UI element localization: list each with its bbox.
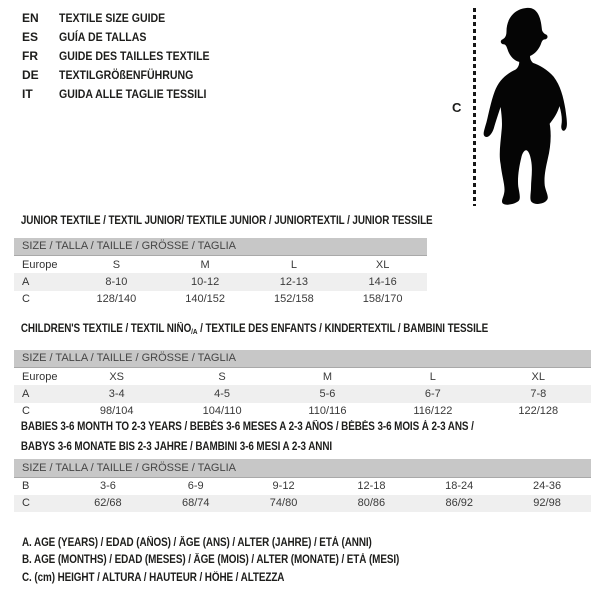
cell: 10-12: [191, 275, 220, 288]
section-babies-textile: [14, 420, 591, 512]
cell: S: [218, 370, 226, 383]
cell: 104/110: [202, 405, 242, 418]
cell: 86/92: [445, 497, 473, 510]
table-row: [14, 256, 427, 274]
table-row: [14, 368, 591, 386]
title-post: / TEXTILE DES ENFANTS / KINDERTEXTIL / BAMBINI TESSILE: [197, 323, 489, 335]
height-measure-line: [473, 8, 476, 206]
language-code: ES: [22, 29, 39, 44]
row-label: A: [22, 275, 30, 288]
babies-size-table: [14, 459, 591, 512]
cell: 3-4: [108, 387, 125, 400]
cell: 3-6: [99, 480, 116, 492]
language-code: EN: [22, 10, 39, 25]
language-row-fr: [22, 46, 230, 65]
cell: 140/152: [185, 293, 225, 306]
cell: 4-5: [214, 387, 231, 400]
language-label: TEXTILE SIZE GUIDE: [59, 10, 166, 25]
note-age-years: A. AGE (YEARS) / EDAD (AÑOS) / ÂGE (ANS) / ALTER (JAHRE) / ETÀ (ANNI): [22, 536, 372, 549]
cell: 8-10: [105, 275, 128, 288]
language-row-en: [22, 8, 230, 27]
cell: 6-9: [187, 480, 204, 492]
size-header-row: SIZE / TALLA / TAILLE / GRÖSSE / TAGLIA: [14, 238, 427, 256]
cell: 12-13: [279, 275, 308, 288]
row-label: C: [22, 497, 30, 510]
cell: 152/158: [273, 293, 314, 306]
note-height: C. (cm) HEIGHT / ALTURA / HAUTEUR / HÖHE / ALTEZZA: [22, 571, 285, 584]
language-label: GUIDA ALLE TAGLIE TESSILI: [59, 86, 207, 101]
section-junior-textile: [14, 214, 433, 308]
table-row: [14, 291, 427, 309]
title-subscript: /A: [191, 327, 198, 336]
row-label: C: [22, 405, 30, 418]
row-label: B: [22, 480, 30, 492]
table-row: [14, 477, 591, 495]
cell: M: [322, 370, 333, 383]
children-size-table: [14, 350, 591, 421]
baby-figure: [440, 0, 600, 218]
cell: 18-24: [445, 480, 474, 492]
language-label: GUÍA DE TALLAS: [59, 29, 147, 44]
language-code: FR: [22, 48, 38, 63]
cell: 5-6: [319, 387, 336, 400]
cell: L: [290, 258, 297, 271]
cell: 74/80: [269, 497, 298, 510]
language-code: DE: [22, 67, 39, 82]
cell: 80/86: [357, 497, 386, 510]
cell: 62/68: [94, 497, 122, 510]
cell: M: [200, 258, 210, 271]
row-label: A: [22, 387, 30, 400]
baby-silhouette-icon: [478, 4, 586, 216]
section-title-line1: BABIES 3-6 MONTH TO 2-3 YEARS / BEBÉS 3-6 MESES A 2-3 AÑOS / BÉBÉS 3-6 MOIS À 2-3 ANS /: [20, 421, 474, 433]
table-row: [14, 403, 591, 421]
cell: 98/104: [99, 405, 134, 418]
cell: 6-7: [424, 387, 441, 400]
cell: 9-12: [272, 480, 295, 492]
cell: 158/170: [362, 293, 403, 306]
language-code: IT: [22, 86, 33, 101]
cell: 92/98: [533, 497, 561, 510]
cell: 122/128: [518, 405, 559, 418]
size-header-row: SIZE / TALLA / TAILLE / GRÖSSE / TAGLIA: [14, 350, 591, 368]
section-title: JUNIOR TEXTILE / TEXTIL JUNIOR/ TEXTILE JUNIOR / JUNIORTEXTIL / JUNIOR TESSILE: [20, 215, 433, 227]
cell: 12-18: [357, 480, 386, 492]
cell: S: [112, 258, 121, 271]
cell: XS: [109, 370, 125, 383]
language-row-de: [22, 65, 230, 84]
size-header-row: SIZE / TALLA / TAILLE / GRÖSSE / TAGLIA: [14, 459, 591, 477]
cell: L: [429, 370, 436, 383]
title-pre: CHILDREN'S TEXTILE / TEXTIL NIÑO: [20, 323, 192, 335]
cell: 14-16: [368, 275, 397, 288]
section-title: [14, 322, 510, 340]
legend-notes: [22, 534, 461, 587]
language-label: TEXTILGRÖßENFÜHRUNG: [59, 67, 194, 82]
section-children-textile: [14, 322, 591, 420]
language-label: GUIDE DES TAILLES TEXTILE: [59, 48, 210, 63]
row-label: Europe: [22, 370, 58, 383]
cell: 68/74: [181, 497, 210, 510]
cell: XL: [531, 370, 546, 383]
cell: 116/122: [413, 405, 453, 418]
cell: 128/140: [96, 293, 137, 306]
table-row: [14, 385, 591, 403]
junior-size-table: [14, 238, 427, 309]
cell: XL: [375, 258, 390, 271]
section-title-line2: BABYS 3-6 MONATE BIS 2-3 JAHRE / BAMBINI 3-6 MESI A 2-3 ANNI: [20, 440, 333, 453]
row-label: C: [22, 293, 30, 306]
language-list: [22, 8, 230, 103]
note-age-months: B. AGE (MONTHS) / EDAD (MESES) / ÂGE (MOIS) / ALTER (MONATE) / ETÀ (MESI): [22, 554, 400, 567]
language-row-it: [22, 84, 230, 103]
cell: 7-8: [530, 387, 547, 400]
language-row-es: [22, 27, 230, 46]
cell: 24-36: [533, 480, 562, 492]
table-row: [14, 495, 591, 513]
row-label: Europe: [22, 258, 58, 271]
table-row: [14, 273, 427, 291]
height-measure-label: C: [452, 100, 462, 115]
cell: 110/116: [308, 405, 347, 418]
